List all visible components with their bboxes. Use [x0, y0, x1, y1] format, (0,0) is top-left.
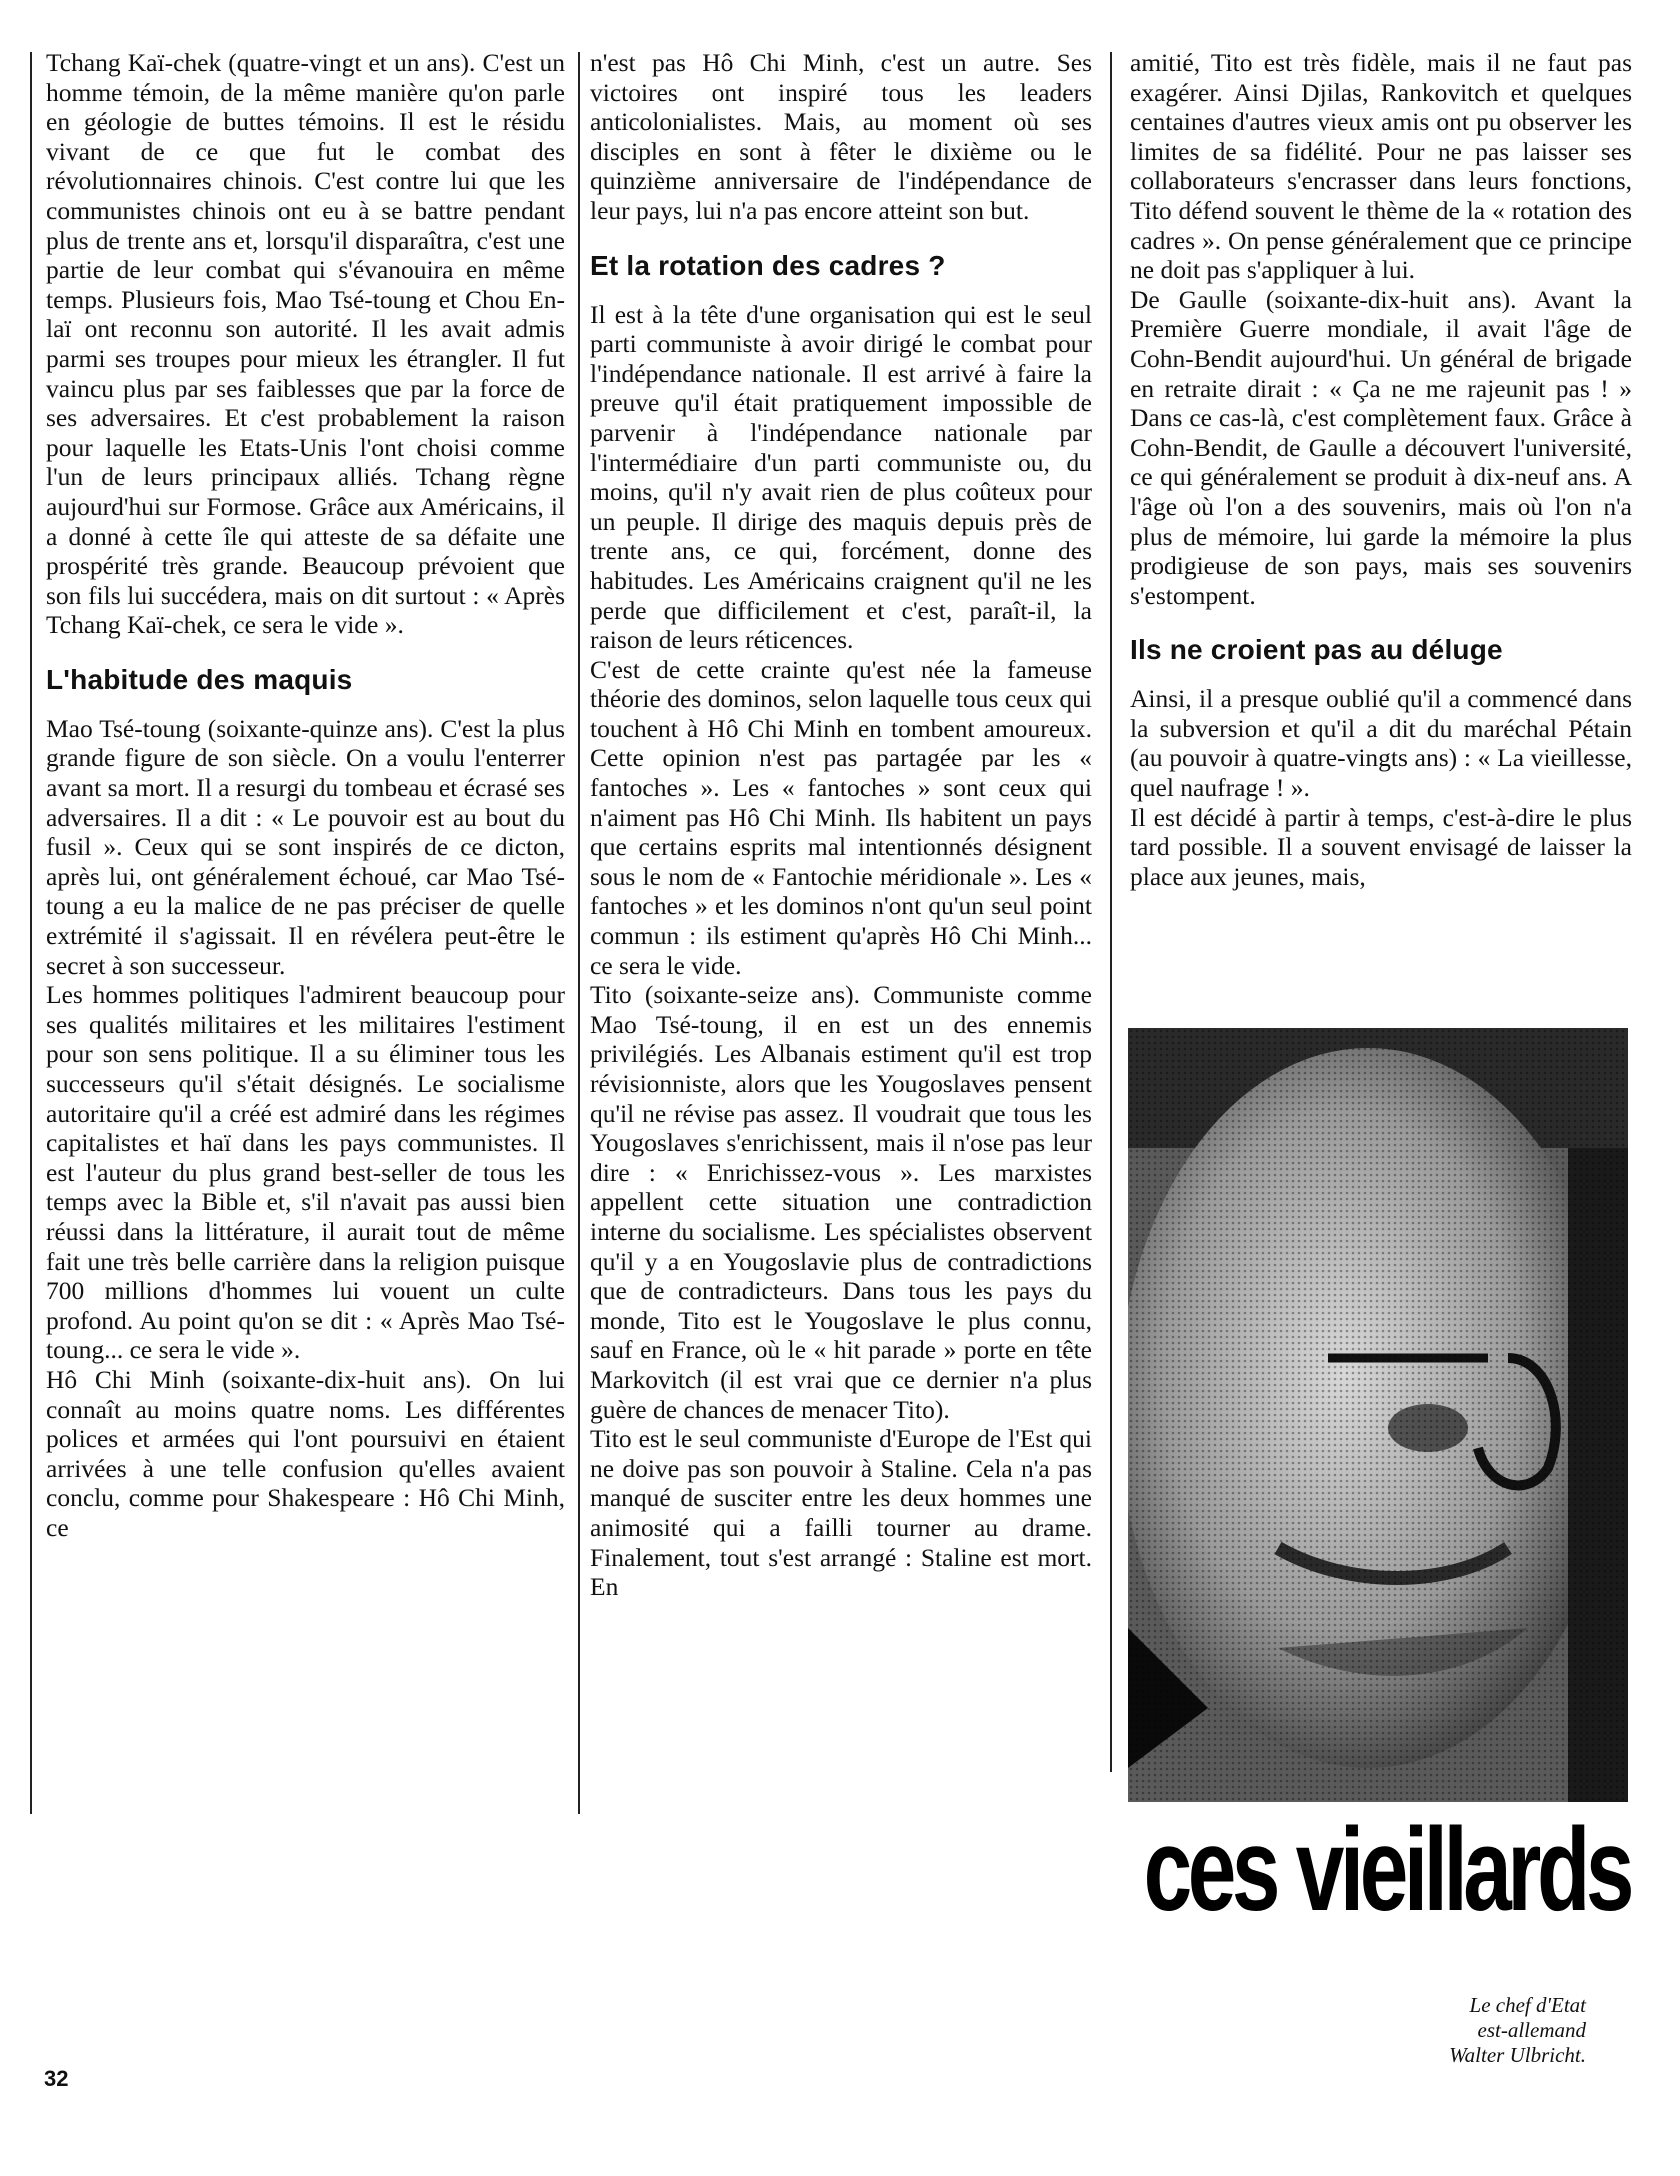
paragraph-dominos: C'est de cette crainte qu'est née la fameuse théorie des dominos, selon laquelle tous ceux qui touchent à Hô Chi Minh en tombent amoureux. Cette opinion n'est pas partagée par les « fantoches ». Les « fantoches » sont ceux qui n'aiment pas Hô Chi Minh. Ils habitent un pays que certains esprits mal intentionnés désignent sous le nom de « Fantochie méridionale ». Les « fantoches » et les dominos n'ont qu'un seul point commun : ils estiment qu'après Hô Chi Minh... ce sera le vide. — [590, 654, 1092, 980]
halftone-portrait-image — [1128, 1028, 1628, 1802]
caption-line: est-allemand — [1477, 2018, 1586, 2042]
subhead-deluge: Ils ne croient pas au déluge — [1130, 634, 1503, 666]
paragraph-ho-chi-minh: Hô Chi Minh (soixante-dix-huit ans). On lui connaît au moins quatre noms. Les différentes polices et armées qui l'ont poursuivi en étaient arrivées à une telle confusion qu'elles avaient conclu, comme pour Shakespeare : Hô Chi Minh, ce — [46, 1364, 565, 1542]
paragraph-ho-chi-minh-cont: n'est pas Hô Chi Minh, c'est un autre. Ses victoires ont inspiré tous les leaders anticolonialistes. Mais, au moment où ses disciples en sont à fêter le dixième ou le quinzième anniversaire de l'indépendance de leur pays, lui n'a pas encore atteint son but. — [590, 48, 1092, 225]
paragraph-tito: Tito (soixante-seize ans). Communiste comme Mao Tsé-toung, il en est un des ennemis privilégiés. Les Albanais estiment qu'il est trop révisionniste, alors que les Yougoslaves pensent qu'il ne révise pas assez. Il voudrait que tous les Yougoslaves s'enrichissent, mais il n'ose pas leur dire : « Enrichissez-vous ». Les marxistes appellent cette situation une contradiction interne du socialisme. Les spécialistes observent qu'il y a en Yougoslavie plus de contradictions que de contradicteurs. Dans tous les pays du monde, Tito est le Yougoslave le plus connu, sauf en France, où le « hit parade » porte en tête Markovitch (il est vrai que ce dernier n'a plus guère de chances de menacer Tito). — [590, 980, 1092, 1424]
column-rule-right — [1110, 52, 1112, 1772]
photo-caption — [1286, 1993, 1586, 2068]
column-rule-middle — [578, 52, 580, 1814]
paragraph-mao-politique: Les hommes politiques l'admirent beaucoup pour ses qualités militaires et les militaires l'estiment pour son sens politique. Il a su éliminer tous les successeurs qu'il s'était désignés. Le socialisme autoritaire qu'il a créé est admiré dans les régimes capitalistes et haï dans les pays communistes. Il est l'auteur du plus grand best-seller de tous les temps avec la Bible et, s'il n'avait pas aussi bien réussi dans la littérature, il aurait tout de même fait une très belle carrière dans la religion puisque 700 millions d'hommes lui vouent un culte profond. Au point qu'on se dit : « Après Mao Tsé-toung... ce sera le vide ». — [46, 980, 565, 1365]
subhead-rotation-cadres: Et la rotation des cadres ? — [590, 249, 946, 281]
headline: ces vieillards — [1143, 1804, 1630, 1936]
paragraph-tchang-kai-chek: Tchang Kaï-chek (quatre-vingt et un ans). C'est un homme témoin, de la même manière qu'on parle en géologie de buttes témoins. Il est le résidu vivant de ce que fut le combat des révolutionnaires chinois. C'est contre lui que les communistes chinois ont eu à se battre pendant plus de trente ans et, lorsqu'il disparaîtra, c'est une partie de leur combat qui s'évanouira en même temps. Plusieurs fois, Mao Tsé-toung et Chou En-laï ont reconnu son autorité. Il les avait admis parmi ses troupes pour mieux les étrangler. Il fut vaincu plus par ses faiblesses que par la force de ses adversaires. Et c'est probablement la raison pour laquelle les Etats-Unis l'ont choisi comme l'un de leurs principaux alliés. Tchang règne aujourd'hui sur Formose. Grâce aux Américains, il a donné à cette île qui atteste de sa défaite une prospérité très grande. Beaucoup prévoient que son fils lui succédera, mais on dit surtout : « Après Tchang Kaï-chek, ce sera le vide ». — [46, 48, 565, 640]
article-column-3 — [1130, 48, 1632, 891]
caption-line: Le chef d'Etat — [1469, 1993, 1586, 2017]
paragraph-organisation: Il est à la tête d'une organisation qui est le seul parti communiste à avoir dirigé le combat pour l'indépendance nationale. Il est arrivé à faire la preuve qu'il était pratiquement impossible de parvenir à l'indépendance nationale par l'intermédiaire d'un parti communiste ou, du moins, qu'il n'y avait rien de plus coûteux pour un peuple. Il dirige des maquis depuis près de trente ans, ce qui, forcément, donne des habitudes. Les Américains craignent qu'il ne les perde que difficilement et c'est, paraît-il, la raison de leurs réticences. — [590, 299, 1092, 655]
column-rule-left — [30, 52, 32, 1814]
paragraph-subversion: Ainsi, il a presque oublié qu'il a commencé dans la subversion et qu'il a dit du maréchal Pétain (au pouvoir à quatre-vingts ans) : « La vieillesse, quel naufrage ! ». — [1130, 684, 1632, 803]
paragraph-mao-tse-toung: Mao Tsé-toung (soixante-quinze ans). C'est la plus grande figure de son siècle. On a voulu l'enterrer avant sa mort. Il a resurgi du tombeau et écrasé ses adversaires. Il a dit : « Le pouvoir est au bout du fusil ». Ceux qui se sont inspirés de ce dicton, après lui, ont généralement échoué, car Mao Tsé-toung a eu la malice de ne pas préciser de quelle extrémité il s'agissait. Il en révélera peut-être le secret à son successeur. — [46, 713, 565, 980]
paragraph-de-gaulle: De Gaulle (soixante-dix-huit ans). Avant la Première Guerre mondiale, il avait l'âge de Cohn-Bendit aujourd'hui. Un général de brigade en retraite dirait : « Ça ne me rajeunit pas ! » Dans ce cas-là, c'est complètement faux. Grâce à Cohn-Bendit, de Gaulle a découvert l'université, ce qui généralement se produit à dix-neuf ans. A l'âge où l'on a des souvenirs, mais où l'on n'a plus de mémoire, lui garde la mémoire la plus prodigieuse de son pays, mais ses souvenirs s'estompent. — [1130, 284, 1632, 610]
article-column-1 — [46, 48, 565, 1543]
page-number: 32 — [44, 2066, 69, 2091]
paragraph-tito-staline: Tito est le seul communiste d'Europe de l'Est qui ne doive pas son pouvoir à Staline. Cela n'a pas manqué de susciter entre les deux hommes une animosité qui a failli tourner au drame. Finalement, tout s'est arrangé : Staline est mort. En — [590, 1424, 1092, 1602]
article-column-2 — [590, 48, 1092, 1602]
portrait-photo — [1128, 1028, 1628, 1802]
subhead-habitude-maquis: L'habitude des maquis — [46, 663, 353, 695]
paragraph-partir-a-temps: Il est décidé à partir à temps, c'est-à-dire le plus tard possible. Il a souvent envisagé de laisser la place aux jeunes, mais, — [1130, 802, 1632, 891]
caption-line: Walter Ulbricht. — [1449, 2043, 1586, 2067]
paragraph-tito-amitie: amitié, Tito est très fidèle, mais il ne faut pas exagérer. Ainsi Djilas, Rankovitch et quelques centaines d'autres vieux amis ont pu observer les limites de sa fidélité. Pour ne pas laisser ses collaborateurs s'encrasser dans leurs fonctions, Tito défend souvent le thème de la « rotation des cadres ». On pense généralement que ce principe ne doit pas s'appliquer à lui. — [1130, 48, 1632, 285]
